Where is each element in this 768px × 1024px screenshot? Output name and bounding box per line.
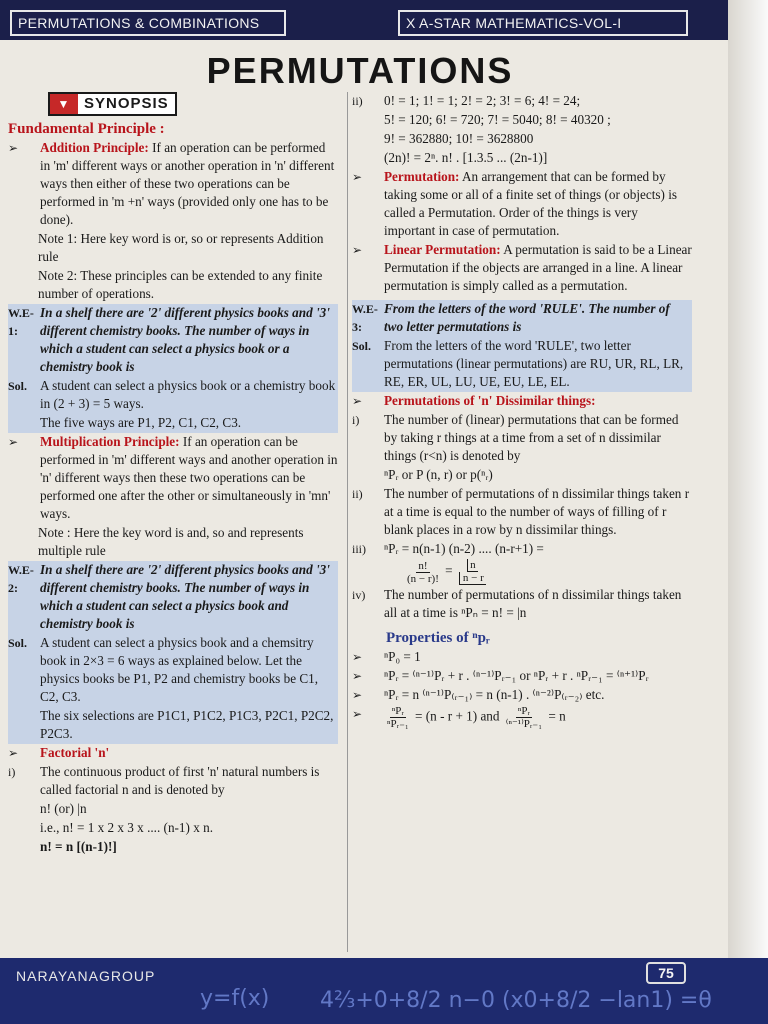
sol1-label: Sol. bbox=[8, 379, 28, 393]
bullet-arrow-icon: ➢ bbox=[352, 243, 363, 257]
p4-num: ⁿPᵣ bbox=[391, 705, 404, 717]
p5-den: ⁽ⁿ⁻¹⁾Pᵣ₋₁ bbox=[505, 718, 543, 730]
iii-formula bbox=[384, 559, 544, 585]
footer-deco-formula-2: 4⅔+0+8/2 n−0 (x0+8/2 −lan1) =θ bbox=[320, 988, 712, 1013]
sol2-selections: The six selections are P1C1, P1C2, P1C3, P2C1, P2C2, P2C3. bbox=[40, 708, 334, 741]
we1-text: In a shelf there are '2' different physics books and '3' different chemistry books. The number of ways in which a student can select a physics book or a chemistry book is bbox=[40, 305, 330, 374]
p5-fraction bbox=[506, 705, 542, 730]
fact-ie: i.e., n! = 1 x 2 x 3 x .... (n-1) x n. bbox=[40, 820, 213, 835]
i-text: The number of (linear) permutations that can be formed by taking r things at a time from a set of n dissimilar things (r<n) is denoted by bbox=[384, 412, 679, 463]
p4-fraction bbox=[387, 705, 409, 730]
factorial-definition bbox=[8, 763, 338, 857]
fact-or: n! (or) |n bbox=[40, 801, 87, 816]
bullet-arrow-icon: ➢ bbox=[8, 141, 19, 155]
right-column bbox=[352, 92, 692, 731]
permutation-heading: Permutation: bbox=[384, 169, 460, 184]
linear-permutation-text: A permutation is said to be a Linear Permutation if the objects are arranged in a line. A linear permutation is simply called as a permutation. bbox=[384, 242, 692, 293]
dissimilar-iv bbox=[352, 586, 692, 623]
factorial-line-1: 0! = 1; 1! = 1; 2! = 2; 3! = 6; 4! = 24; bbox=[384, 93, 581, 108]
page-number: 75 bbox=[646, 962, 686, 984]
left-column bbox=[8, 92, 338, 857]
i-symbols: ⁿPᵣ or P (n, r) or p(ⁿᵣ) bbox=[384, 467, 493, 482]
bullet-arrow-icon: ➢ bbox=[352, 669, 363, 683]
iv-label: iv) bbox=[352, 588, 366, 602]
we1-label: W.E-1: bbox=[8, 306, 34, 338]
iii-frac-den: (n − r)! bbox=[407, 572, 439, 585]
property-1-text: ⁿP₀ = 1 bbox=[384, 649, 421, 664]
bullet-arrow-icon: ➢ bbox=[352, 707, 363, 721]
sol2-label: Sol. bbox=[8, 636, 28, 650]
ii2-text: The number of permutations of n dissimilar things taken r at a time is equal to the number of ways of filling of r blank places in a row by n dissimilar things. bbox=[384, 486, 690, 537]
fact-recursive: n! = n [(n-1)!] bbox=[40, 839, 117, 854]
property-4 bbox=[352, 705, 692, 731]
bullet-arrow-icon: ➢ bbox=[352, 650, 363, 664]
ii2-label: ii) bbox=[352, 487, 363, 501]
p5-eq: = n bbox=[548, 708, 566, 724]
property-3-text: ⁿPᵣ = n ⁽ⁿ⁻¹⁾P₍ᵣ₋₁₎ = n (n-1) . ⁽ⁿ⁻²⁾P₍ᵣ₋₂₎ etc. bbox=[384, 687, 605, 702]
synopsis-badge bbox=[48, 92, 177, 116]
factorial-line-4: (2n)! = 2ⁿ. n! . [1.3.5 ... (2n-1)] bbox=[384, 150, 548, 165]
solution-2 bbox=[8, 634, 338, 744]
fact-text: The continuous product of first 'n' natural numbers is called factorial n and is denoted by bbox=[40, 764, 320, 797]
iii-box-fraction bbox=[459, 559, 486, 585]
multiplication-item bbox=[8, 433, 338, 524]
note-multiplication: Note : Here the key word is and, so and represents multiple rule bbox=[38, 525, 304, 558]
sol1-text: A student can select a physics book or a chemistry book in (2 + 3) = 5 ways. bbox=[40, 378, 336, 411]
iii-box-den: n − r bbox=[459, 572, 486, 585]
linear-permutation-heading: Linear Permutation: bbox=[384, 242, 501, 257]
addition-heading: Addition Principle: bbox=[40, 140, 149, 155]
bullet-arrow-icon: ➢ bbox=[8, 746, 19, 760]
dissimilar-iii bbox=[352, 540, 692, 586]
permutation-text: An arrangement that can be formed by taking some or all of a finite set of things (or objects) is called a Permutation. Order of the things is very important in case of permutation. bbox=[384, 169, 677, 238]
we3-text: From the letters of the word 'RULE'. The number of two letter permutations is bbox=[384, 301, 670, 334]
column-divider bbox=[347, 92, 348, 952]
bullet-arrow-icon: ➢ bbox=[8, 435, 19, 449]
addition-item bbox=[8, 139, 338, 230]
factorial-item bbox=[8, 744, 338, 763]
i-label: i) bbox=[352, 413, 360, 427]
page-title: PERMUTATIONS bbox=[206, 50, 514, 91]
book-label: X A-STAR MATHEMATICS-VOL-I bbox=[398, 10, 688, 36]
p4-mid: = (n - r + 1) and bbox=[415, 708, 500, 724]
iv-text: The number of permutations of n dissimilar things taken all at a time is ⁿPₙ = n! = |n bbox=[384, 587, 682, 620]
worked-example-1 bbox=[8, 304, 338, 377]
factorial-line-3: 9! = 362880; 10! = 3628800 bbox=[384, 131, 534, 146]
properties-heading: Properties of ⁿpᵣ bbox=[386, 630, 490, 646]
sol1-ways: The five ways are P1, P2, C1, C2, C3. bbox=[40, 415, 242, 430]
down-arrow-icon: ▼ bbox=[50, 94, 78, 114]
property-2-text: ⁿPᵣ = ⁽ⁿ⁻¹⁾Pᵣ + r . ⁽ⁿ⁻¹⁾Pᵣ₋₁ or ⁿPᵣ + r . ⁿPᵣ₋₁ = ⁽ⁿ⁺¹⁾Pᵣ bbox=[384, 668, 649, 683]
factorial-line-2: 5! = 120; 6! = 720; 7! = 5040; 8! = 40320 ; bbox=[384, 112, 611, 127]
dissimilar-item bbox=[352, 392, 692, 411]
iii-frac-num: n! bbox=[418, 559, 428, 572]
iii-fraction bbox=[407, 560, 439, 585]
addition-text: If an operation can be performed in 'm' different ways or another operation in 'n' different ways then either of these two operations can be performed in 'm +n' ways (provided only one has to be done). bbox=[40, 140, 335, 227]
dissimilar-heading: Permutations of 'n' Dissimilar things: bbox=[384, 393, 596, 408]
fact-i-label: i) bbox=[8, 765, 16, 779]
property-3 bbox=[352, 686, 692, 705]
sol2-text: A student can select a physics book and a chemsitry book in 2×3 = 6 ways as explained below. Let the physics books be P1, P2 and chemistry books be C1, C2, C3. bbox=[40, 635, 319, 704]
worked-example-2 bbox=[8, 561, 338, 634]
multiplication-heading: Multiplication Principle: bbox=[40, 434, 180, 449]
iii-box-num: n bbox=[467, 559, 478, 572]
dissimilar-ii bbox=[352, 485, 692, 540]
permutation-item bbox=[352, 168, 692, 241]
sol3-label: Sol. bbox=[352, 339, 372, 353]
we2-label: W.E-2: bbox=[8, 563, 34, 595]
bullet-arrow-icon: ➢ bbox=[352, 170, 363, 184]
iii-label: iii) bbox=[352, 542, 366, 556]
page-curl-shadow bbox=[728, 0, 768, 1024]
note-1: Note 1: Here key word is or, so or represents Addition rule bbox=[38, 231, 324, 264]
p5-num: ⁿPᵣ bbox=[517, 705, 530, 717]
chapter-label: PERMUTATIONS & COMBINATIONS bbox=[10, 10, 286, 36]
note-2: Note 2: These principles can be extended to any finite number of operations. bbox=[38, 268, 323, 301]
we3-label: W.E-3: bbox=[352, 302, 378, 334]
synopsis-label: SYNOPSIS bbox=[84, 95, 169, 112]
factorial-values bbox=[352, 92, 692, 168]
we2-text: In a shelf there are '2' different physics books and '3' different chemistry books. The number of ways in which a student can select a physics book and chemistry book is bbox=[40, 562, 330, 631]
iii-text: ⁿPᵣ = n(n-1) (n-2) .... (n-r+1) = bbox=[384, 541, 544, 556]
iii-equals: = bbox=[445, 563, 453, 579]
solution-1 bbox=[8, 377, 338, 433]
brand-name: NARAYANAGROUP bbox=[16, 968, 156, 984]
header-bar bbox=[0, 0, 768, 40]
property-1 bbox=[352, 648, 692, 667]
sol3-text: From the letters of the word 'RULE', two letter permutations (linear permutations) are RU, UR, RL, LR, RE, ER, UL, LU, UE, EU, LE, EL. bbox=[384, 338, 684, 389]
fundamental-heading: Fundamental Principle : bbox=[8, 121, 165, 137]
p4-den: ⁿPᵣ₋₁ bbox=[387, 718, 409, 730]
property-2 bbox=[352, 667, 692, 686]
solution-3 bbox=[352, 337, 692, 392]
bullet-arrow-icon: ➢ bbox=[352, 394, 363, 408]
footer-deco-formula-1: y=f(x) bbox=[200, 986, 270, 1011]
ii-label: ii) bbox=[352, 94, 363, 108]
factorial-heading: Factorial 'n' bbox=[40, 745, 110, 760]
bullet-arrow-icon: ➢ bbox=[352, 688, 363, 702]
multiplication-text: If an operation can be performed in 'm' different ways and another operation in 'n' different ways then these two operations can be performed one after the other or simultaneously in 'mn' ways. bbox=[40, 434, 338, 521]
worked-example-3 bbox=[352, 300, 692, 337]
linear-permutation-item bbox=[352, 241, 692, 296]
dissimilar-i bbox=[352, 411, 692, 485]
